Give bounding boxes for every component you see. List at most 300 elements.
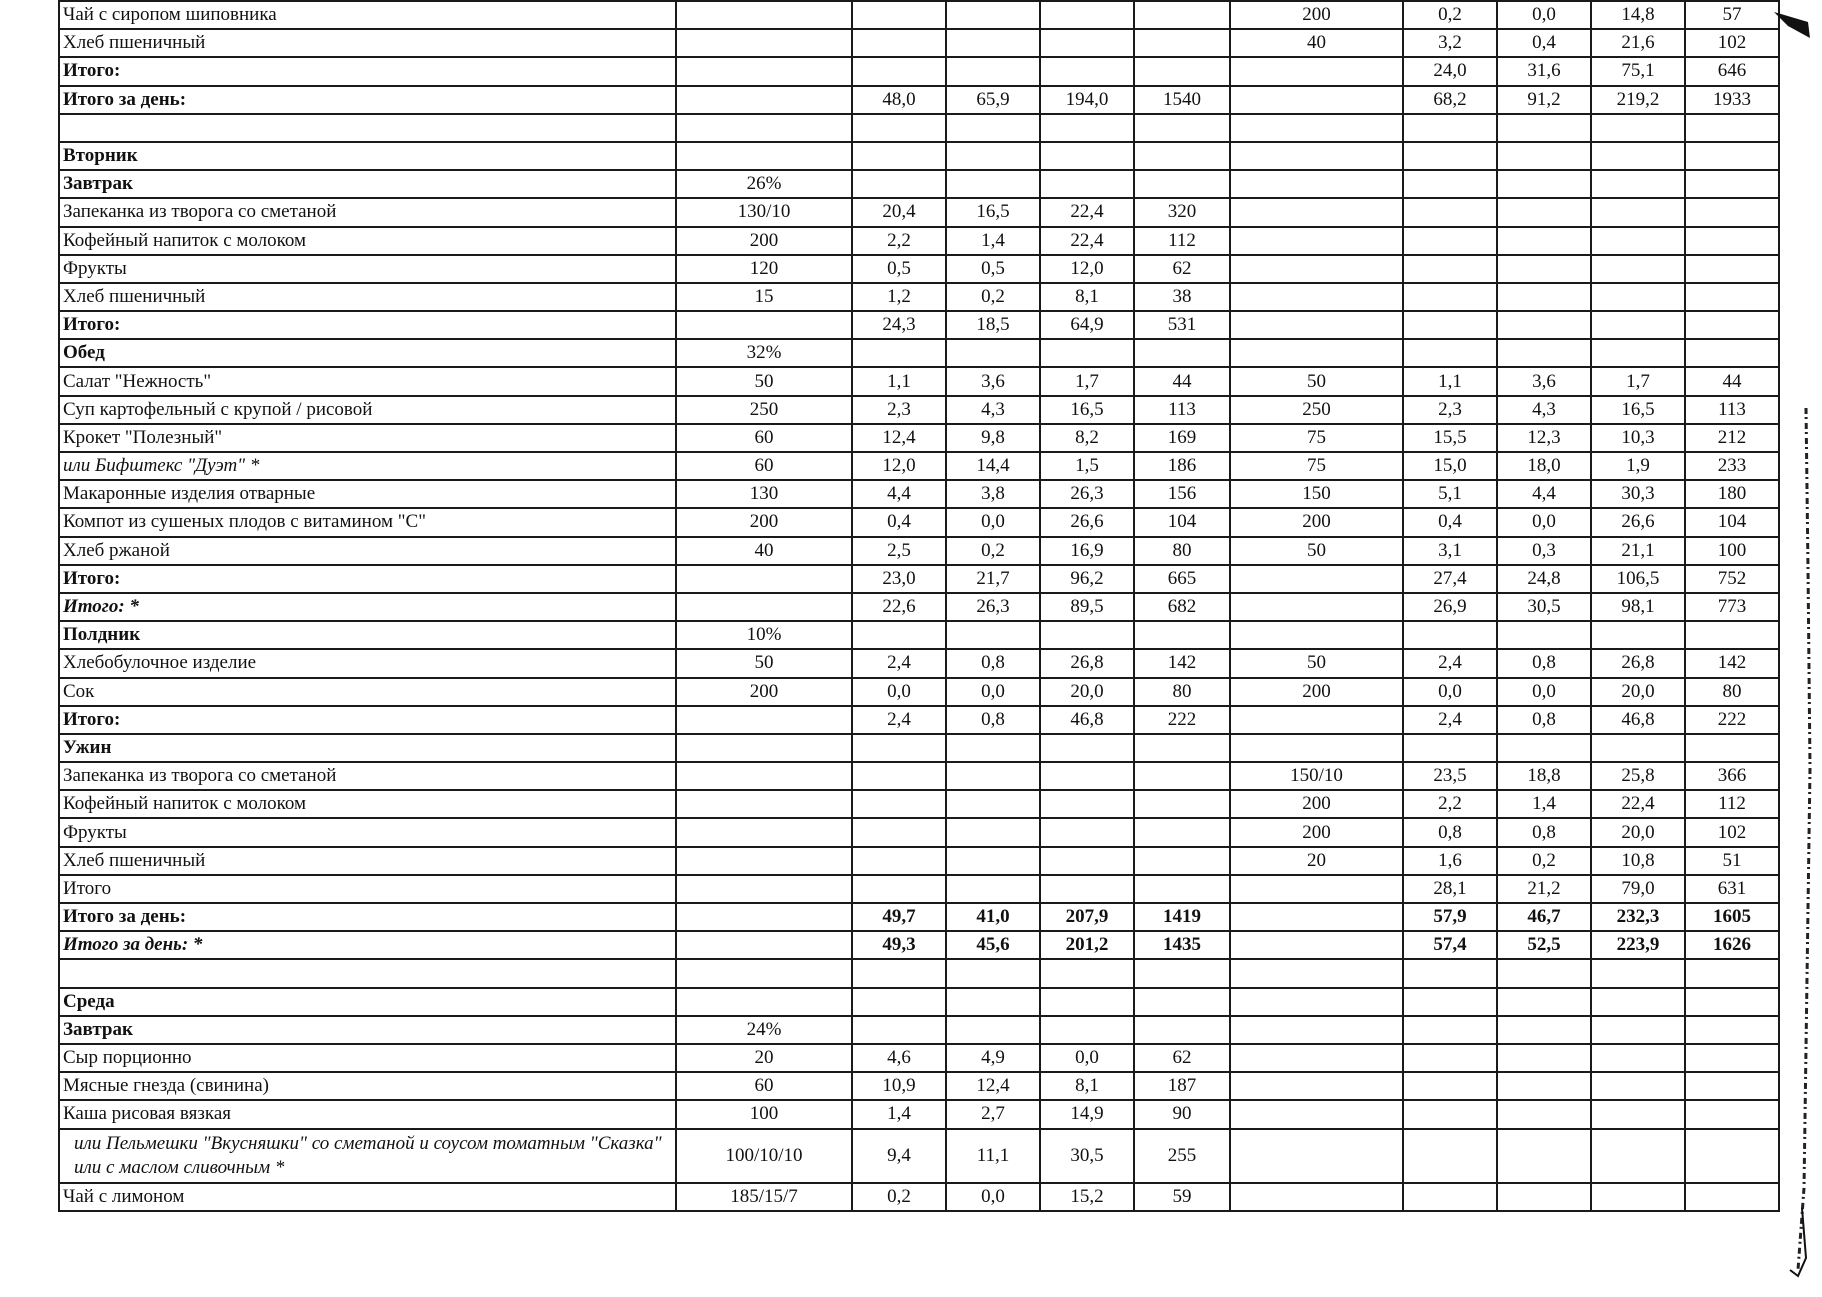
value-cell <box>1403 339 1497 367</box>
value-cell <box>946 29 1040 57</box>
dish-name-cell: Итого за день: * <box>59 931 676 959</box>
value-cell: 46,8 <box>1040 706 1134 734</box>
value-cell: 21,1 <box>1591 537 1685 565</box>
dish-name-cell: Ужин <box>59 734 676 762</box>
dish-name-cell <box>59 959 676 987</box>
value-cell: 1,9 <box>1591 452 1685 480</box>
value-cell <box>1134 1016 1230 1044</box>
value-cell: 1626 <box>1685 931 1779 959</box>
value-cell <box>1230 931 1403 959</box>
value-cell: 1,4 <box>852 1100 946 1128</box>
value-cell: 0,4 <box>1497 29 1591 57</box>
value-cell: 51 <box>1685 847 1779 875</box>
value-cell: 104 <box>1134 508 1230 536</box>
value-cell: 64,9 <box>1040 311 1134 339</box>
value-cell: 200 <box>1230 1 1403 29</box>
table-row <box>59 1072 1779 1100</box>
value-cell: 0,4 <box>852 508 946 536</box>
value-cell <box>1134 1 1230 29</box>
value-cell <box>852 762 946 790</box>
value-cell: 0,8 <box>1497 706 1591 734</box>
table-row <box>59 1016 1779 1044</box>
value-cell: 100 <box>1685 537 1779 565</box>
value-cell <box>1591 311 1685 339</box>
value-cell: 20 <box>676 1044 852 1072</box>
value-cell <box>1591 1129 1685 1183</box>
value-cell <box>1230 593 1403 621</box>
value-cell: 10,9 <box>852 1072 946 1100</box>
dish-name-cell: Макаронные изделия отварные <box>59 480 676 508</box>
value-cell <box>852 875 946 903</box>
value-cell: 50 <box>1230 537 1403 565</box>
dish-name-cell: Хлеб пшеничный <box>59 847 676 875</box>
value-cell: 10,8 <box>1591 847 1685 875</box>
value-cell: 89,5 <box>1040 593 1134 621</box>
value-cell <box>1134 875 1230 903</box>
value-cell <box>1134 621 1230 649</box>
dish-name-cell: Каша рисовая вязкая <box>59 1100 676 1128</box>
value-cell: 80 <box>1134 537 1230 565</box>
value-cell: 23,0 <box>852 565 946 593</box>
value-cell <box>1685 339 1779 367</box>
value-cell: 222 <box>1134 706 1230 734</box>
value-cell: 773 <box>1685 593 1779 621</box>
value-cell: 52,5 <box>1497 931 1591 959</box>
value-cell: 0,8 <box>1497 649 1591 677</box>
dish-name-cell: Хлеб пшеничный <box>59 29 676 57</box>
value-cell: 223,9 <box>1591 931 1685 959</box>
value-cell: 22,4 <box>1040 227 1134 255</box>
value-cell <box>1040 818 1134 846</box>
value-cell: 255 <box>1134 1129 1230 1183</box>
value-cell: 46,7 <box>1497 903 1591 931</box>
table-row <box>59 1129 1779 1183</box>
value-cell <box>1403 1044 1497 1072</box>
value-cell <box>1685 734 1779 762</box>
value-cell: 106,5 <box>1591 565 1685 593</box>
value-cell: 130 <box>676 480 852 508</box>
dish-name-cell: Обед <box>59 339 676 367</box>
dish-name-cell: Фрукты <box>59 255 676 283</box>
value-cell: 8,1 <box>1040 283 1134 311</box>
value-cell: 16,5 <box>946 198 1040 226</box>
value-cell <box>1685 1016 1779 1044</box>
value-cell <box>1497 621 1591 649</box>
value-cell: 185/15/7 <box>676 1183 852 1211</box>
value-cell <box>1497 1183 1591 1211</box>
value-cell: 16,5 <box>1040 396 1134 424</box>
value-cell: 28,1 <box>1403 875 1497 903</box>
value-cell: 12,0 <box>1040 255 1134 283</box>
value-cell <box>1040 621 1134 649</box>
value-cell <box>1230 1044 1403 1072</box>
table-row <box>59 959 1779 987</box>
value-cell: 0,5 <box>946 255 1040 283</box>
value-cell <box>1230 621 1403 649</box>
value-cell <box>1134 142 1230 170</box>
menu-table <box>58 0 1780 1212</box>
value-cell: 4,3 <box>946 396 1040 424</box>
value-cell: 1,4 <box>1497 790 1591 818</box>
value-cell: 50 <box>676 649 852 677</box>
value-cell <box>1685 1044 1779 1072</box>
value-cell <box>1403 959 1497 987</box>
value-cell: 130/10 <box>676 198 852 226</box>
value-cell <box>1403 311 1497 339</box>
value-cell: 26,3 <box>946 593 1040 621</box>
value-cell: 100 <box>676 1100 852 1128</box>
value-cell <box>1040 1 1134 29</box>
dish-name-cell: Вторник <box>59 142 676 170</box>
value-cell <box>1134 818 1230 846</box>
value-cell <box>946 762 1040 790</box>
value-cell <box>1403 255 1497 283</box>
value-cell: 9,4 <box>852 1129 946 1183</box>
dish-name-cell: Чай с лимоном <box>59 1183 676 1211</box>
value-cell <box>1497 988 1591 1016</box>
value-cell <box>852 818 946 846</box>
value-cell: 4,9 <box>946 1044 1040 1072</box>
dish-name-cell: Крокет "Полезный" <box>59 424 676 452</box>
value-cell <box>1040 734 1134 762</box>
value-cell <box>1134 170 1230 198</box>
value-cell <box>1230 959 1403 987</box>
dish-name-cell: Среда <box>59 988 676 1016</box>
table-row <box>59 678 1779 706</box>
value-cell: 2,4 <box>852 649 946 677</box>
value-cell <box>676 1 852 29</box>
value-cell <box>1591 988 1685 1016</box>
value-cell: 222 <box>1685 706 1779 734</box>
value-cell <box>676 114 852 142</box>
table-row <box>59 508 1779 536</box>
value-cell <box>1040 1016 1134 1044</box>
value-cell <box>676 86 852 114</box>
value-cell: 0,4 <box>1403 508 1497 536</box>
value-cell: 200 <box>1230 678 1403 706</box>
value-cell: 0,0 <box>1040 1044 1134 1072</box>
scanned-page-edge <box>1768 8 1814 1278</box>
value-cell: 102 <box>1685 29 1779 57</box>
value-cell: 250 <box>676 396 852 424</box>
value-cell: 62 <box>1134 1044 1230 1072</box>
value-cell <box>1685 1183 1779 1211</box>
value-cell <box>852 114 946 142</box>
value-cell <box>1497 198 1591 226</box>
table-row <box>59 227 1779 255</box>
value-cell: 1540 <box>1134 86 1230 114</box>
value-cell: 26,8 <box>1040 649 1134 677</box>
value-cell: 91,2 <box>1497 86 1591 114</box>
value-cell <box>1685 255 1779 283</box>
value-cell <box>1230 114 1403 142</box>
dish-name-cell: Итого за день: <box>59 903 676 931</box>
value-cell: 44 <box>1134 367 1230 395</box>
dish-name-cell: Чай с сиропом шиповника <box>59 1 676 29</box>
value-cell <box>1497 170 1591 198</box>
value-cell <box>1230 311 1403 339</box>
value-cell <box>946 1 1040 29</box>
value-cell: 21,6 <box>1591 29 1685 57</box>
value-cell: 142 <box>1685 649 1779 677</box>
value-cell <box>946 621 1040 649</box>
value-cell: 40 <box>676 537 852 565</box>
value-cell <box>1685 198 1779 226</box>
value-cell: 0,2 <box>946 537 1040 565</box>
value-cell <box>946 847 1040 875</box>
value-cell <box>852 339 946 367</box>
table-row <box>59 1 1779 29</box>
dish-name-cell: Итого: <box>59 311 676 339</box>
value-cell: 142 <box>1134 649 1230 677</box>
value-cell: 3,6 <box>946 367 1040 395</box>
value-cell: 1,7 <box>1591 367 1685 395</box>
value-cell: 16,9 <box>1040 537 1134 565</box>
value-cell <box>1591 1016 1685 1044</box>
value-cell: 0,3 <box>1497 537 1591 565</box>
value-cell <box>676 29 852 57</box>
table-row <box>59 931 1779 959</box>
table-row <box>59 311 1779 339</box>
value-cell: 8,2 <box>1040 424 1134 452</box>
value-cell <box>1685 283 1779 311</box>
value-cell <box>1591 1100 1685 1128</box>
value-cell: 200 <box>1230 818 1403 846</box>
value-cell <box>852 734 946 762</box>
value-cell <box>1403 170 1497 198</box>
value-cell: 113 <box>1134 396 1230 424</box>
value-cell: 24,0 <box>1403 57 1497 85</box>
value-cell <box>1403 198 1497 226</box>
value-cell <box>1230 227 1403 255</box>
value-cell <box>1591 339 1685 367</box>
table-row <box>59 1100 1779 1128</box>
value-cell: 14,4 <box>946 452 1040 480</box>
value-cell: 0,0 <box>946 678 1040 706</box>
value-cell <box>1591 170 1685 198</box>
table-row <box>59 424 1779 452</box>
value-cell <box>1403 1072 1497 1100</box>
section-header-row <box>59 988 1779 1016</box>
value-cell <box>1497 114 1591 142</box>
table-row <box>59 1183 1779 1211</box>
value-cell <box>1685 311 1779 339</box>
value-cell: 665 <box>1134 565 1230 593</box>
dish-name-cell: Запеканка из творога со сметаной <box>59 762 676 790</box>
dish-name-cell: Хлебобулочное изделие <box>59 649 676 677</box>
value-cell: 8,1 <box>1040 1072 1134 1100</box>
value-cell: 219,2 <box>1591 86 1685 114</box>
value-cell <box>676 734 852 762</box>
value-cell <box>1591 114 1685 142</box>
table-row <box>59 875 1779 903</box>
value-cell <box>1497 283 1591 311</box>
table-row <box>59 198 1779 226</box>
value-cell <box>1230 283 1403 311</box>
value-cell <box>1230 86 1403 114</box>
value-cell: 49,3 <box>852 931 946 959</box>
value-cell: 1,1 <box>1403 367 1497 395</box>
value-cell <box>676 142 852 170</box>
value-cell: 3,2 <box>1403 29 1497 57</box>
value-cell <box>1040 988 1134 1016</box>
table-row <box>59 621 1779 649</box>
value-cell <box>676 931 852 959</box>
value-cell: 120 <box>676 255 852 283</box>
value-cell <box>1591 959 1685 987</box>
value-cell: 150 <box>1230 480 1403 508</box>
value-cell <box>1497 142 1591 170</box>
value-cell: 26,8 <box>1591 649 1685 677</box>
value-cell <box>946 170 1040 198</box>
value-cell: 0,0 <box>1497 678 1591 706</box>
value-cell <box>676 565 852 593</box>
value-cell: 30,5 <box>1497 593 1591 621</box>
table-row <box>59 847 1779 875</box>
value-cell: 1,4 <box>946 227 1040 255</box>
value-cell <box>852 1016 946 1044</box>
value-cell <box>1403 1100 1497 1128</box>
value-cell <box>1685 142 1779 170</box>
dish-name-cell <box>59 114 676 142</box>
table-row <box>59 57 1779 85</box>
value-cell <box>1497 1016 1591 1044</box>
value-cell: 20,0 <box>1591 818 1685 846</box>
value-cell <box>1685 1129 1779 1183</box>
value-cell <box>1040 847 1134 875</box>
value-cell: 3,1 <box>1403 537 1497 565</box>
value-cell <box>1040 339 1134 367</box>
value-cell <box>1230 255 1403 283</box>
value-cell <box>1230 734 1403 762</box>
value-cell <box>676 988 852 1016</box>
value-cell: 20,0 <box>1591 678 1685 706</box>
value-cell <box>1591 283 1685 311</box>
value-cell: 12,4 <box>852 424 946 452</box>
value-cell: 682 <box>1134 593 1230 621</box>
value-cell: 15,0 <box>1403 452 1497 480</box>
value-cell: 0,2 <box>946 283 1040 311</box>
value-cell <box>946 339 1040 367</box>
dish-name-cell: Фрукты <box>59 818 676 846</box>
value-cell <box>1403 283 1497 311</box>
value-cell <box>1497 255 1591 283</box>
value-cell <box>676 818 852 846</box>
value-cell: 23,5 <box>1403 762 1497 790</box>
value-cell: 32% <box>676 339 852 367</box>
value-cell: 50 <box>676 367 852 395</box>
value-cell <box>1497 734 1591 762</box>
value-cell: 1435 <box>1134 931 1230 959</box>
value-cell <box>1403 1129 1497 1183</box>
value-cell <box>946 988 1040 1016</box>
value-cell <box>1685 114 1779 142</box>
value-cell: 10% <box>676 621 852 649</box>
value-cell: 57,4 <box>1403 931 1497 959</box>
value-cell: 12,0 <box>852 452 946 480</box>
value-cell <box>1685 959 1779 987</box>
value-cell: 2,2 <box>852 227 946 255</box>
value-cell <box>852 847 946 875</box>
value-cell: 80 <box>1685 678 1779 706</box>
value-cell <box>1497 1129 1591 1183</box>
value-cell <box>852 142 946 170</box>
value-cell <box>1134 762 1230 790</box>
value-cell <box>1230 706 1403 734</box>
dish-name-cell: Итого <box>59 875 676 903</box>
value-cell: 0,8 <box>946 706 1040 734</box>
value-cell <box>1497 1100 1591 1128</box>
value-cell <box>852 790 946 818</box>
value-cell <box>946 142 1040 170</box>
value-cell <box>1134 790 1230 818</box>
value-cell: 0,0 <box>1497 508 1591 536</box>
value-cell: 0,8 <box>946 649 1040 677</box>
table-row <box>59 537 1779 565</box>
value-cell <box>852 959 946 987</box>
value-cell: 11,1 <box>946 1129 1040 1183</box>
value-cell <box>852 988 946 1016</box>
dish-name-cell: Полдник <box>59 621 676 649</box>
table-row <box>59 706 1779 734</box>
value-cell: 212 <box>1685 424 1779 452</box>
value-cell: 38 <box>1134 283 1230 311</box>
value-cell <box>1685 227 1779 255</box>
value-cell <box>1591 1183 1685 1211</box>
value-cell <box>1040 790 1134 818</box>
value-cell <box>1230 1129 1403 1183</box>
value-cell <box>946 818 1040 846</box>
value-cell <box>676 762 852 790</box>
value-cell: 31,6 <box>1497 57 1591 85</box>
value-cell: 60 <box>676 1072 852 1100</box>
value-cell: 3,6 <box>1497 367 1591 395</box>
value-cell <box>1403 1183 1497 1211</box>
value-cell: 250 <box>1230 396 1403 424</box>
value-cell <box>852 170 946 198</box>
value-cell <box>852 57 946 85</box>
value-cell <box>676 311 852 339</box>
value-cell: 65,9 <box>946 86 1040 114</box>
value-cell: 0,0 <box>946 1183 1040 1211</box>
value-cell <box>676 903 852 931</box>
value-cell <box>676 847 852 875</box>
value-cell: 79,0 <box>1591 875 1685 903</box>
value-cell <box>1040 57 1134 85</box>
value-cell <box>1591 142 1685 170</box>
value-cell: 9,8 <box>946 424 1040 452</box>
value-cell: 14,8 <box>1591 1 1685 29</box>
value-cell <box>1230 198 1403 226</box>
value-cell: 4,4 <box>1497 480 1591 508</box>
value-cell: 112 <box>1685 790 1779 818</box>
value-cell: 1,6 <box>1403 847 1497 875</box>
value-cell: 45,6 <box>946 931 1040 959</box>
value-cell <box>1403 142 1497 170</box>
value-cell <box>1230 1100 1403 1128</box>
value-cell: 1,5 <box>1040 452 1134 480</box>
value-cell <box>1591 734 1685 762</box>
table-row <box>59 1044 1779 1072</box>
value-cell <box>1685 170 1779 198</box>
value-cell <box>1591 1072 1685 1100</box>
value-cell <box>1685 988 1779 1016</box>
value-cell: 49,7 <box>852 903 946 931</box>
table-row <box>59 339 1779 367</box>
value-cell: 1,1 <box>852 367 946 395</box>
value-cell <box>1591 1044 1685 1072</box>
value-cell <box>1685 621 1779 649</box>
